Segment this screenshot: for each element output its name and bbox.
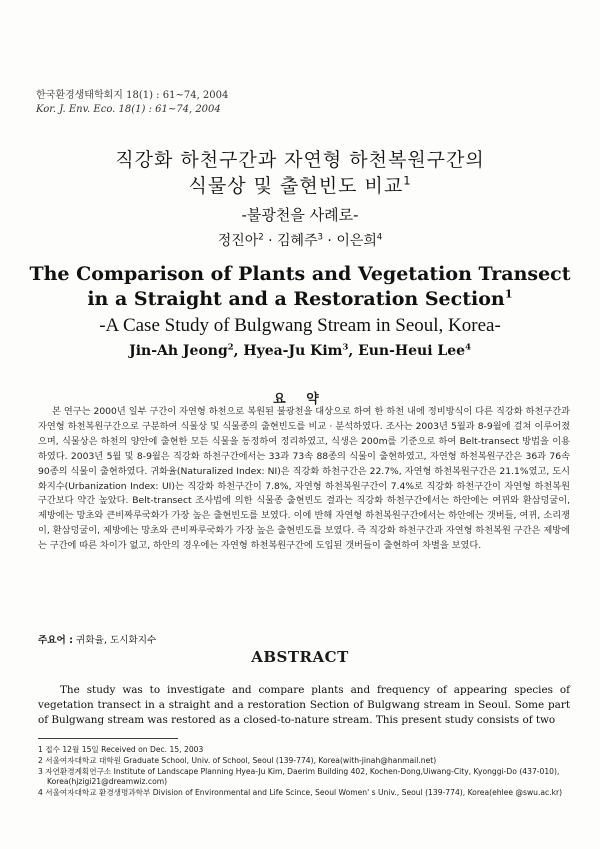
english-title-line2-text: in a Straight and a Restoration Section [87, 288, 505, 310]
korean-author-mark: 2 [258, 231, 264, 242]
english-abstract-body: The study was to investigate and compare plants and frequency of appearing species of vegetation transect in a straight and a restoration Section of Bulgwang stream in Seoul. Some part of Bulgwang stream was restored as a closed-to-nature stream. This present study consists of two [38, 684, 570, 726]
author-separator: , [233, 343, 244, 359]
english-author-mark: 3 [342, 341, 349, 352]
english-author: Eun-Heui Lee [358, 343, 466, 359]
korean-author: 이은희 [336, 233, 377, 249]
korean-title [0, 147, 600, 199]
keywords [38, 632, 156, 646]
korean-subtitle: -불광천을 사례로- [241, 206, 359, 224]
korean-author: 김혜주 [277, 233, 318, 249]
korean-title-footnote-mark: 1 [403, 173, 412, 188]
footnote-item: 2 서울여자대학교 대학원 Graduate School, Univ. of School, Seoul (139-774), Korea(with-jinah@hanmail.net) [38, 755, 437, 765]
english-authors [0, 343, 600, 359]
korean-title-line1: 직강화 하천구간과 자연형 하천복원구간의 [115, 149, 485, 171]
korean-title-line2 [0, 173, 600, 199]
english-author-mark: 2 [227, 341, 234, 352]
english-title-line2 [0, 287, 600, 312]
english-author: Jin-Ah Jeong [129, 343, 228, 359]
korean-abstract-body: 본 연구는 2000년 일부 구간이 자연형 하천으로 복원된 불광천을 대상으로 하여 한 하천 내에 정비방식이 다른 직강화 하천구간과 자연형 하천복원구간으로 구분하여 식물상 및 식물종의 출현빈도를 비교 · 분석하였다. 조사는 2003년 5월과 8-9월에 걸쳐 이루어졌으며, 식물상은 하천의 양안에 출현한 모든 식물을 동정하여 정리하였고, 식생은 200m를 기준으로 하여 Belt-transect 방법을 이용하였다. 2003년 5월 및 8-9월은 직강화 하천구간에서는 33과 73속 88종의 식물이 출현하였고, 자연형 하천복원구간은 36과 76속 90종의 식물이 출현하였다. 귀화율(Naturalized Index: NI)은 직강화 하천구간은 22.7%, 자연형 하천복원구간은 21.1%였고, 도시화지수(Urbanization Index: UI)는 직강화 하천구간이 7.8%, 자연형 하천복원구간이 7.4%로 직강화 하천구간이 자연형 하천복원구간보다 약간 높았다. Belt-transect 조사법에 의한 식물종 출현빈도 결과는 직강화 하천구간에서는 하안에는 여뀌와 환삼덩굴이, 제방에는 망초와 큰비짜루국화가 가장 높은 출현빈도를 보였다. 이에 반해 자연형 하천복원구간에서는 하안에는 갯버들, 여뀌, 소리쟁이, 환삼덩굴이, 제방에는 망초와 큰비짜루국화가 가장 높은 출현빈도를 보였다. 즉 직강화 하천구간과 자연형 하천복원 구간은 제방에는 구간에 따른 차이가 없고, 하안의 경우에는 자연형 하천복원구간에 도입된 갯버들이 출현하여 차별을 보였다. [38, 406, 570, 552]
korean-title-line2-text: 식물상 및 출현빈도 비교 [188, 175, 404, 197]
english-author-mark: 4 [465, 341, 471, 352]
footnote-item: 3 자연환경계획연구소 Institute of Landscape Planning Hyea-Ju Kim, Daerim Building 402, Kochen-Dong,Uiwang-City, Kyonggi-Do (437-010), Korea(hjzigi21@dreamwiz.com) [38, 766, 560, 787]
author-separator: · [322, 233, 337, 249]
korean-author-mark: 4 [376, 231, 383, 242]
footnote-item: 1 접수 12월 15일 Received on Dec. 15, 2003 [38, 745, 204, 754]
english-title-footnote-mark: 1 [504, 286, 513, 301]
korean-authors [0, 230, 600, 250]
footnote-divider [38, 738, 178, 739]
english-title-line1: The Comparison of Plants and Vegetation Transect [29, 263, 571, 285]
english-abstract-heading: ABSTRACT [251, 648, 349, 666]
english-title [0, 262, 600, 312]
keywords-label: 주요어 : [38, 635, 73, 646]
korean-author-mark: 3 [317, 231, 323, 242]
keywords-value: 귀화율, 도시화지수 [76, 635, 157, 646]
english-author: Hyea-Ju Kim [243, 343, 343, 359]
korean-author: 정진아 [217, 233, 259, 249]
author-separator: , [348, 343, 359, 359]
english-subtitle: -A Case Study of Bulgwang Stream in Seoul, Korea- [99, 315, 501, 336]
footnote-item: 4 서울여자대학교 환경생명과학부 Division of Environmental and Life Scince, Seoul Women' s Univ., Seoul (139-774), Korea(ehlee @swu.ac.kr) [38, 788, 563, 798]
journal-citation-en: Kor. J. Env. Eco. 18(1) : 61~74, 2004 [36, 104, 221, 115]
author-separator: · [263, 233, 278, 249]
journal-citation [36, 89, 228, 117]
korean-abstract-heading: 요 약 [273, 392, 327, 407]
journal-citation-ko: 한국환경생태학회지 18(1) : 61~74, 2004 [36, 90, 229, 101]
footnotes [38, 745, 570, 799]
